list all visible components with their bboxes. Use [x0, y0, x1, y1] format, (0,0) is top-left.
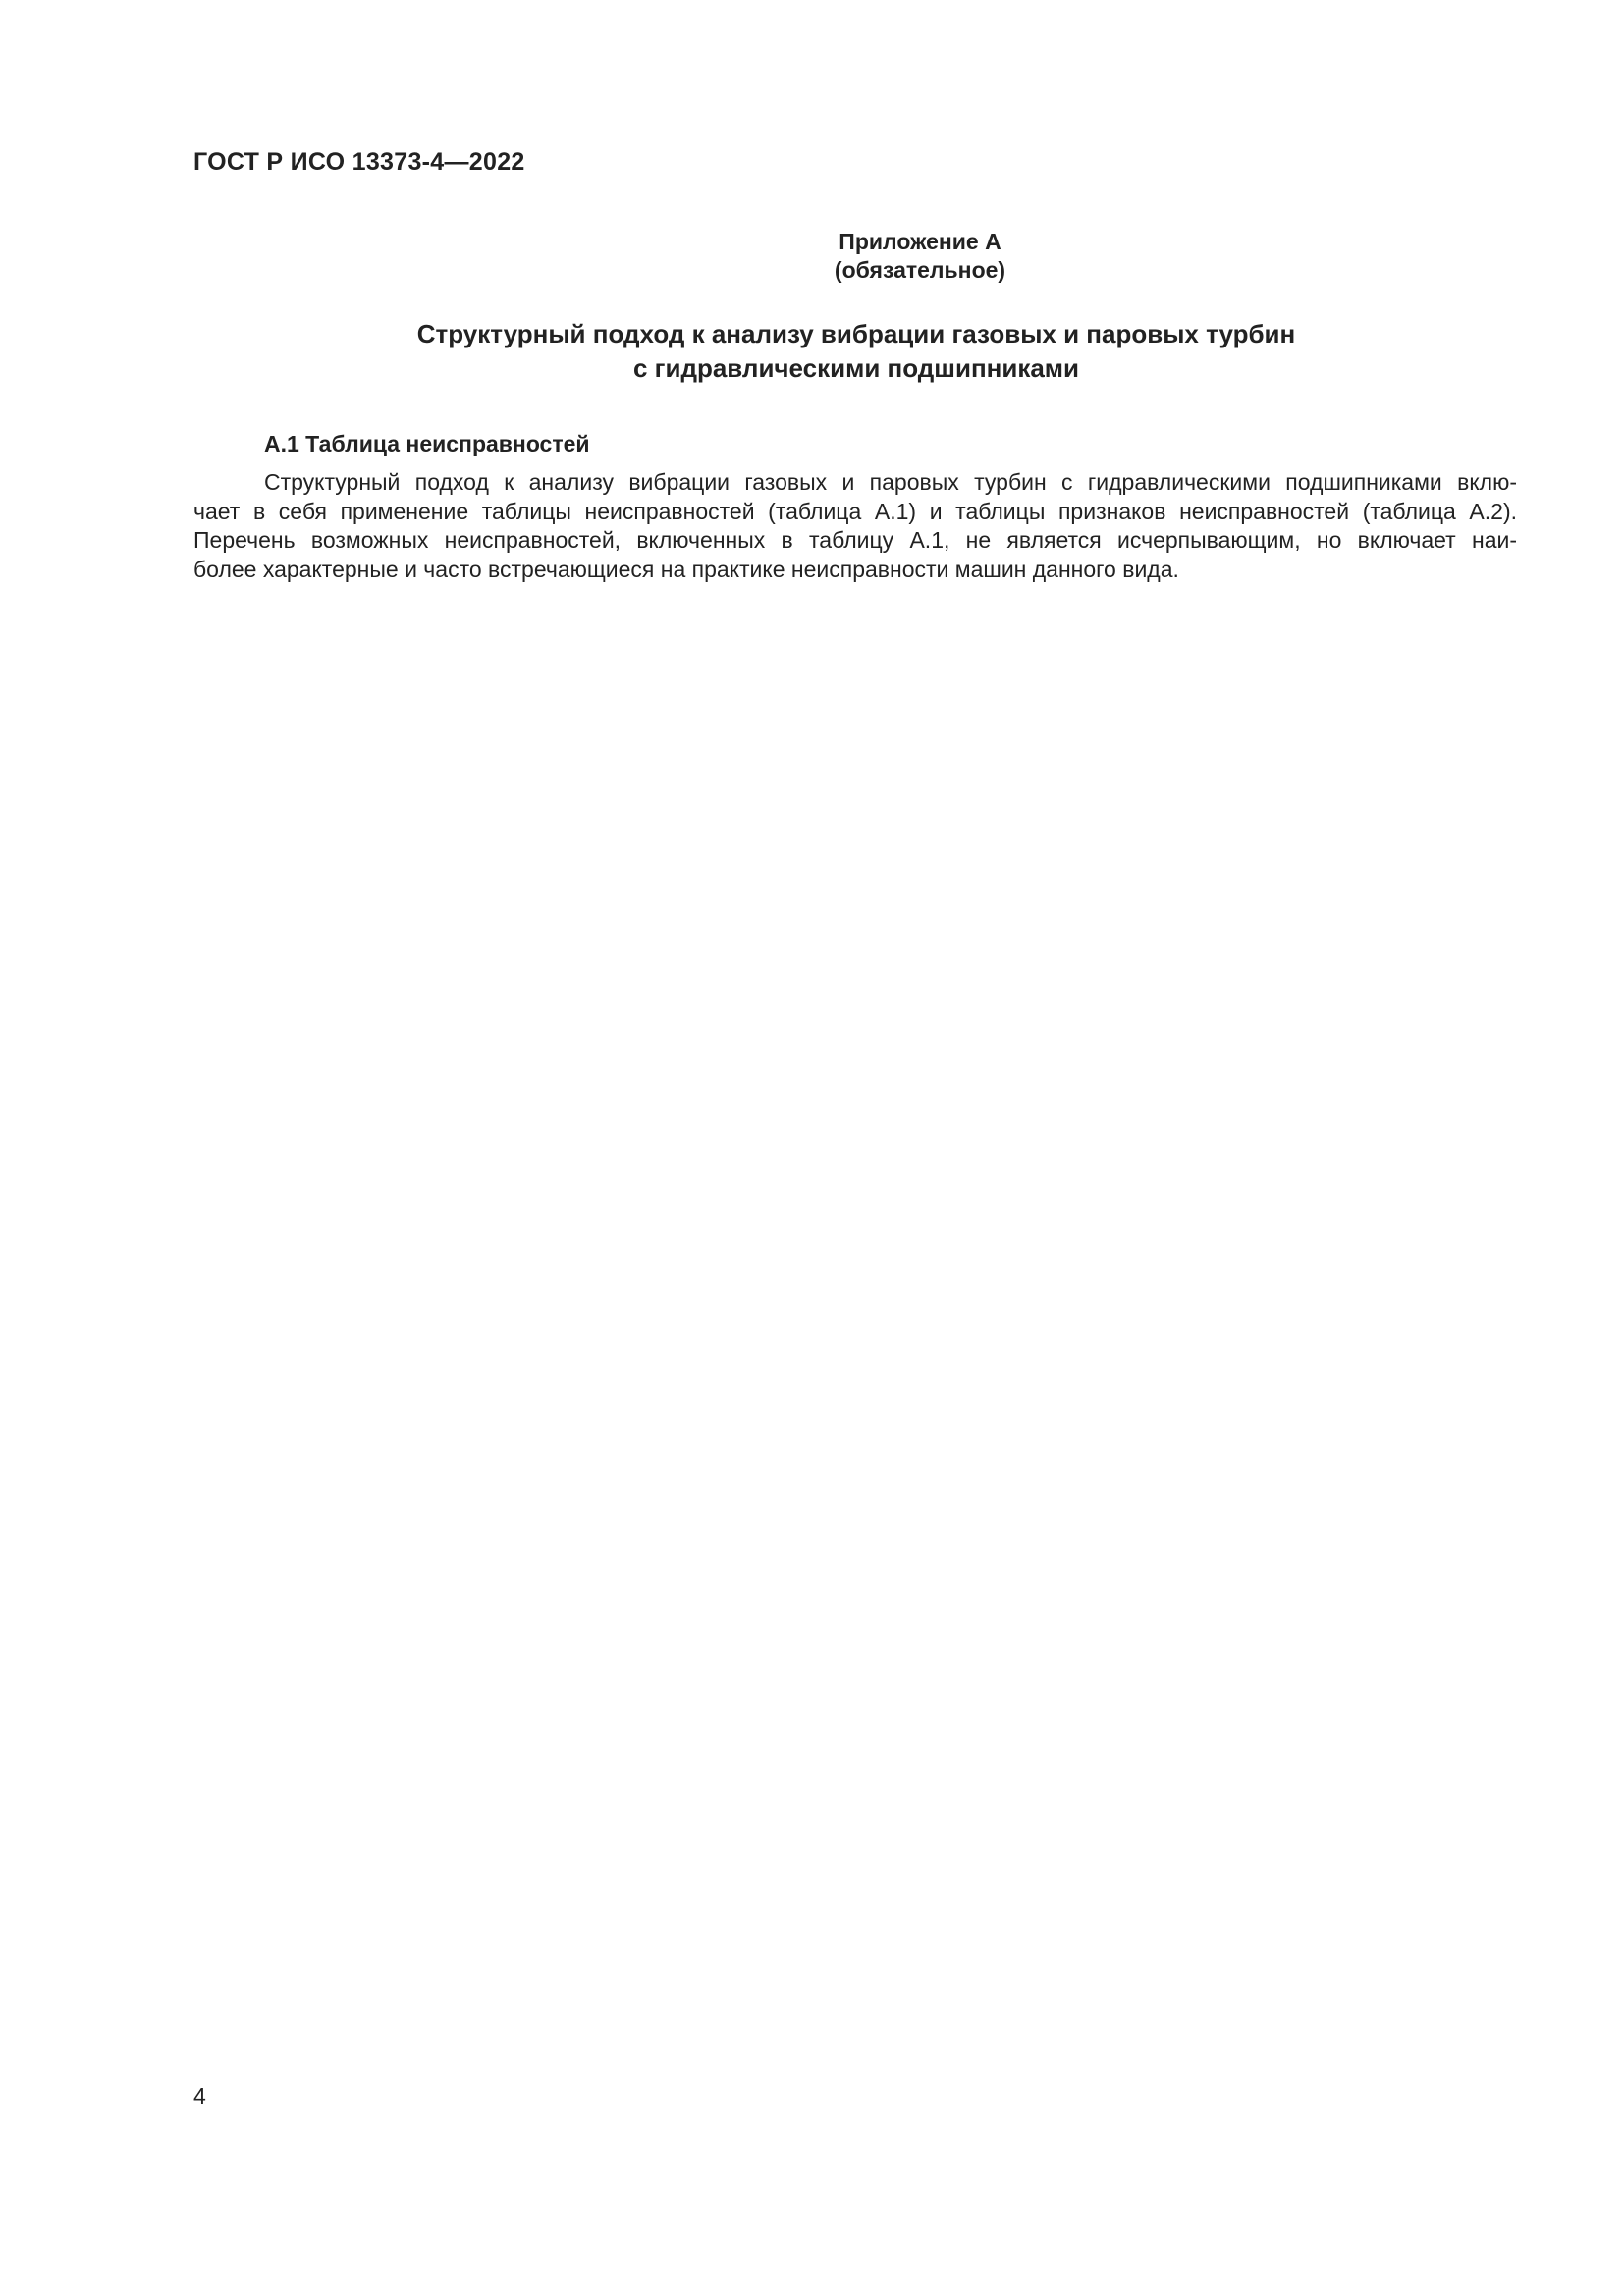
- paragraph-line: более характерные и часто встречающиеся на практике неисправности машин данного вида.: [193, 556, 1179, 582]
- paragraph-line: чает в себя применение таблицы неисправностей (таблица А.1) и таблицы признаков неисправностей (таблица А.2).: [193, 498, 1517, 524]
- section-heading: А.1 Таблица неисправностей: [264, 431, 590, 456]
- appendix-title-line-1: Структурный подход к анализу вибрации газовых и паровых турбин: [416, 319, 1296, 348]
- paragraph-line: Перечень возможных неисправностей, включенных в таблицу А.1, не является исчерпывающим, но включает наи-: [193, 527, 1517, 553]
- appendix-title-line-2: с гидравлическими подшипниками: [632, 353, 1080, 383]
- appendix-label: Приложение А: [839, 229, 1001, 254]
- paragraph-line: Структурный подход к анализу вибрации газовых и паровых турбин с гидравлическими подшипниками вклю-: [264, 469, 1517, 495]
- appendix-title: [0, 317, 1624, 386]
- page-number: 4: [193, 2083, 206, 2109]
- section-paragraph: [193, 468, 1517, 584]
- document-code: ГОСТ Р ИСО 13373-4—2022: [193, 148, 525, 176]
- appendix-heading: [0, 228, 1624, 285]
- appendix-status: (обязательное): [834, 257, 1006, 283]
